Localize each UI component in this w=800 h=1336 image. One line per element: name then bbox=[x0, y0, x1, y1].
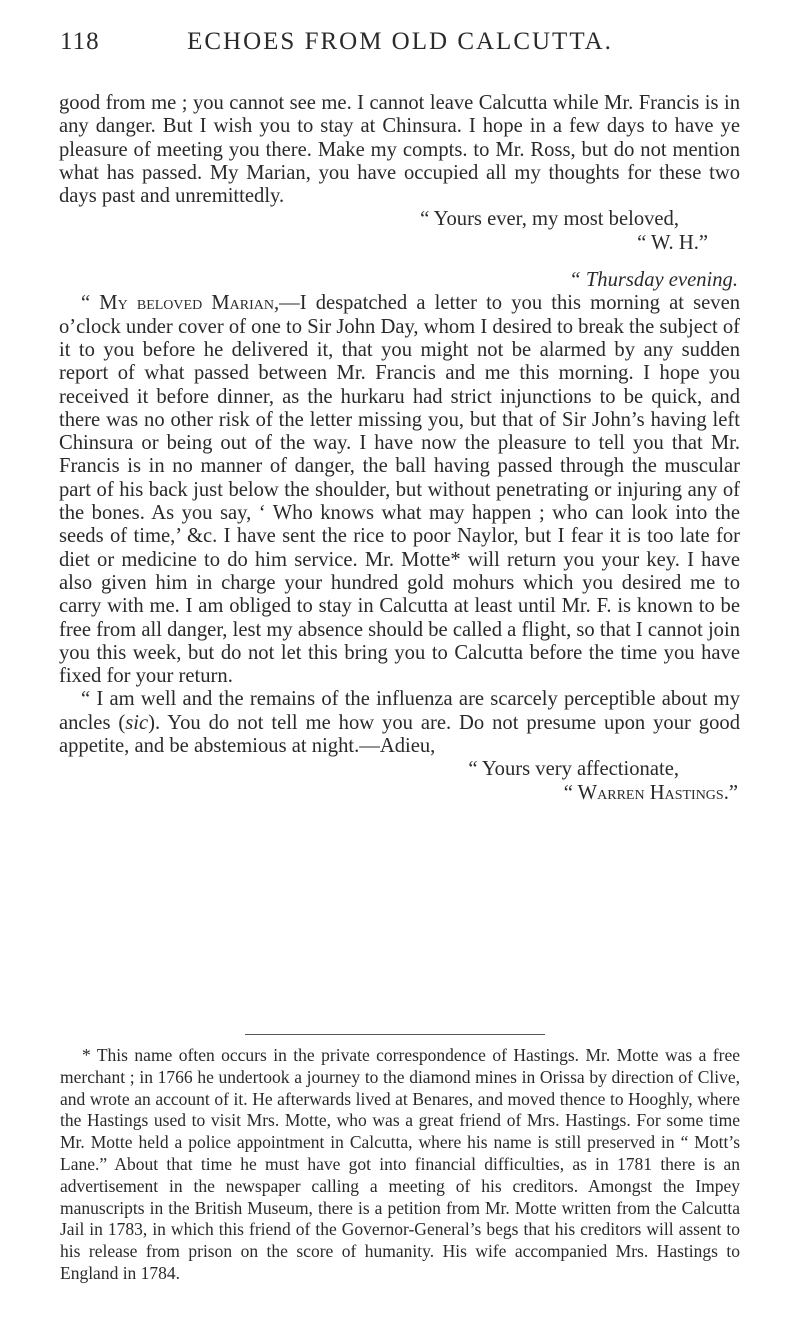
page-number: 118 bbox=[60, 28, 100, 55]
paragraph2-text-b: ). You do not tell me how you are. Do not presume upon your good appetite, and be abstemious at night.—Adieu, bbox=[59, 711, 740, 758]
body-text bbox=[59, 92, 740, 805]
letter2-signature: “ Warren Hastings.” bbox=[563, 781, 738, 804]
letter1-paragraph: good from me ; you cannot see me. I cannot leave Calcutta while Mr. Francis is in any danger. But I wish you to stay at Chinsura. I hope in a few days to have ye pleasure of meeting you there. Make my compts. to Mr. Ross, but do not mention what has passed. My Marian, you have occupied all my thoughts for these two days past and unremittedly. bbox=[59, 92, 740, 208]
letter2-closing: “ Yours very affectionate, bbox=[468, 758, 679, 781]
letter2-paragraph2 bbox=[59, 688, 740, 758]
sic-annotation: sic bbox=[125, 711, 149, 734]
footnote: * This name often occurs in the private correspondence of Hastings. Mr. Motte was a free merchant ; in 1766 he undertook a journey to the diamond mines in Orissa by direction of Clive, and wrote an account of it. He afterwards lived at Benares, and moved thence to Hooghly, where the Hastings used to visit Mrs. Motte, who was a great friend of Mrs. Hastings. For some time Mr. Motte held a police appointment in Calcutta, where his name is still preserved in “ Mott’s Lane.” About that time he must have got into financial difficulties, as in 1781 there is an advertisement in the newspaper calling a meeting of his creditors. Amongst the Impey manuscripts in the British Museum, there is a petition from Mr. Motte written from the Calcutta Jail in 1783, in which this friend of the Governor-General’s begs that his creditors will assent to his release from prison on the score of humanity. His wife accompanied Mrs. Hastings to England in 1784. bbox=[60, 1045, 740, 1283]
letter1-closing: “ Yours ever, my most beloved, bbox=[420, 208, 679, 231]
dateline-text: “ Thursday evening. bbox=[569, 269, 738, 292]
letter2-dateline bbox=[59, 269, 740, 292]
letter1-signature: “ W. H.” bbox=[637, 231, 708, 254]
letter2-paragraph1 bbox=[59, 292, 740, 688]
page-header bbox=[60, 28, 740, 68]
salutation: “ My beloved Marian, bbox=[81, 292, 280, 315]
running-title: ECHOES FROM OLD CALCUTTA. bbox=[187, 28, 613, 55]
footnote-divider bbox=[245, 1034, 545, 1035]
paragraph2-text-a: “ I am well and the remains of the influenza are scarcely perceptible about my ancles ( bbox=[59, 688, 740, 734]
paragraph1-text: —I despatched a letter to you this morning at seven o’clock under cover of one to Sir John Day, whom I desired to break the subject of it to you before he delivered it, that you might not be alarmed by any sudden report of what passed between Mr. Francis and me this morning. I hope you received it before dinner, as the hurkaru had strict injunctions to be quick, and there was no other risk of the letter missing you, but that of Sir John’s having left Chinsura or being out of the way. I have now the pleasure to tell you that Mr. Francis is in no manner of danger, the ball having passed through the muscular part of his back just below the shoulder, but without penetrating or injuring any of the bones. As you say, ‘ Who knows what may happen ; who can look into the seeds of time,’ &c. I have sent the rice to poor Naylor, but I fear it is too late for diet or medicine to do him service. Mr. Motte* will return you your key. I have also given him in charge your hundred gold mohurs which you desired me to carry with me. I am obliged to stay in Calcutta at least until Mr. F. is known to be free from all danger, lest my absence should be called a flight, so that I cannot join you this week, but do not let this bring you to Calcutta before the time you have fixed for your return. bbox=[59, 292, 741, 688]
